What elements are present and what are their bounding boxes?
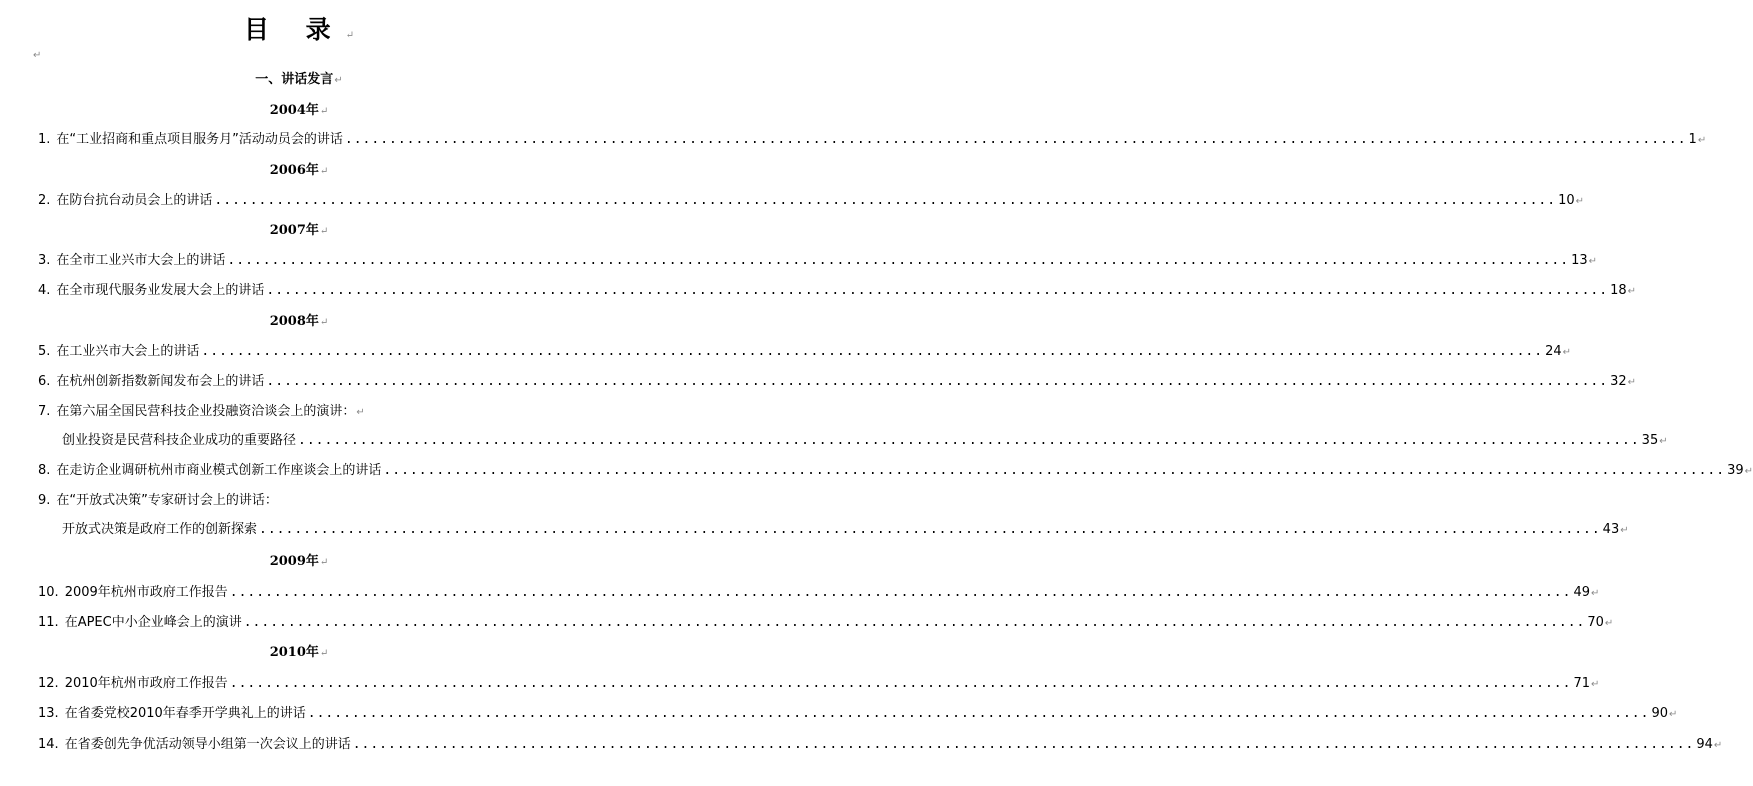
entry-page: 32: [1610, 374, 1627, 389]
paragraph-mark-icon: ↵: [1744, 466, 1753, 477]
entry-title: 在工业兴市大会上的讲话: [56, 344, 200, 359]
paragraph-mark-icon: ↵: [1575, 196, 1585, 207]
entry-subtitle: 创业投资是民营科技企业成功的重要路径: [62, 433, 297, 448]
toc-entry-2[interactable]: [38, 189, 1585, 209]
paragraph-mark-icon: ↵: [1590, 588, 1600, 599]
entry-page: 90: [1651, 706, 1668, 721]
toc-entry-14[interactable]: [38, 733, 1723, 753]
paragraph-mark-icon: ↵: [1713, 740, 1723, 751]
entry-page: 1: [1688, 132, 1697, 147]
entry-title: 在省委创先争优活动领导小组第一次会议上的讲话: [64, 737, 351, 752]
entry-page: 24: [1545, 344, 1562, 359]
entry-page: 10: [1558, 193, 1575, 208]
entry-title: 在全市现代服务业发展大会上的讲话: [56, 283, 265, 298]
toc-entry-5[interactable]: [38, 340, 1572, 360]
paragraph-mark-icon: ↵: [1668, 709, 1678, 720]
paragraph-mark-icon: ↵: [1627, 286, 1637, 297]
dot-leader: ........................................................................................................................................................: [214, 193, 1557, 208]
entry-page: 18: [1610, 283, 1627, 298]
paragraph-mark-icon: ↵: [1620, 525, 1629, 536]
toc-title: 目 录↵: [243, 15, 355, 44]
entry-title: 在省委党校2010年春季开学典礼上的讲话: [64, 706, 306, 721]
paragraph-mark-icon: ↵: [1627, 377, 1637, 388]
toc-entry-9[interactable]: [38, 489, 560, 509]
toc-entry-9-continuation[interactable]: [62, 518, 1629, 538]
dot-leader: ........................................................................................................................................................: [344, 132, 1687, 147]
paragraph-mark-icon: ↵: [33, 50, 42, 61]
year-heading-2004: 2004年↵: [269, 103, 329, 118]
toc-entry-10[interactable]: [38, 581, 1600, 601]
entry-number: 8.: [38, 463, 51, 478]
toc-entry-7-continuation[interactable]: [62, 429, 1668, 449]
paragraph-mark-icon: ↵: [1590, 679, 1600, 690]
dot-leader: ........................................................................................................................................................: [229, 676, 1572, 691]
paragraph-mark-icon: ↵: [1604, 618, 1614, 629]
toc-entry-6[interactable]: [38, 370, 1637, 390]
entry-number: 5.: [38, 344, 51, 359]
entry-number: 4.: [38, 283, 51, 298]
paragraph-mark-icon: ↵: [1659, 436, 1668, 447]
dot-leader: ........................................................................................................................................................: [266, 283, 1609, 298]
toc-entry-7[interactable]: [38, 400, 560, 420]
entry-number: 11.: [38, 615, 59, 630]
year-heading-2009: 2009年↵: [269, 554, 329, 569]
year-heading-2008: 2008年↵: [269, 314, 329, 329]
year-heading-2006: 2006年↵: [269, 163, 329, 178]
paragraph-mark-icon: ↵: [319, 557, 329, 568]
dot-leader: ........................................................................................................................................................: [229, 585, 1572, 600]
paragraph-mark-icon: ↵: [319, 166, 329, 177]
entry-page: 39: [1727, 463, 1744, 478]
entry-page: 94: [1696, 737, 1713, 752]
entry-number: 12.: [38, 676, 59, 691]
entry-title: 在APEC中小企业峰会上的演讲: [64, 615, 242, 630]
entry-subtitle: 开放式决策是政府工作的创新探索: [62, 522, 258, 537]
dot-leader: ........................................................................................................................................................: [243, 615, 1586, 630]
dot-leader: ........................................................................................................................................................: [352, 737, 1695, 752]
dot-leader: ........................................................................................................................................................: [259, 522, 1601, 537]
dot-leader: ........................................................................................................................................................: [266, 374, 1609, 389]
entry-number: 3.: [38, 253, 51, 268]
entry-number: 14.: [38, 737, 59, 752]
entry-title: 在“工业招商和重点项目服务月”活动动员会的讲话: [56, 132, 343, 147]
paragraph-mark-icon: ↵: [334, 75, 343, 86]
year-heading-2010: 2010年↵: [269, 645, 329, 660]
entry-number: 10.: [38, 585, 59, 600]
entry-number: 7.: [38, 404, 51, 419]
paragraph-mark-icon: ↵: [319, 317, 329, 328]
paragraph-mark-icon: ↵: [1588, 256, 1598, 267]
entry-title: 在全市工业兴市大会上的讲话: [56, 253, 226, 268]
entry-number: 2.: [38, 193, 51, 208]
paragraph-mark-icon: ↵: [1697, 135, 1707, 146]
dot-leader: ........................................................................................................................................................: [298, 433, 1640, 448]
entry-page: 13: [1571, 253, 1588, 268]
entry-page: 49: [1573, 585, 1590, 600]
toc-entry-12[interactable]: [38, 672, 1600, 692]
dot-leader: ........................................................................................................................................................: [201, 344, 1544, 359]
dot-leader: ........................................................................................................................................................: [383, 463, 1726, 478]
toc-entry-1[interactable]: [38, 128, 1707, 148]
entry-title: 2009年杭州市政府工作报告: [64, 585, 228, 600]
dot-leader: ........................................................................................................................................................: [307, 706, 1650, 721]
toc-entry-11[interactable]: [38, 611, 1614, 631]
entry-title: 在第六届全国民营科技企业投融资洽谈会上的演讲：: [56, 404, 356, 419]
toc-entry-8[interactable]: [38, 459, 1753, 479]
paragraph-mark-icon: ↵: [356, 407, 365, 418]
section-heading: 一、讲话发言↵: [255, 72, 343, 87]
entry-number: 9.: [38, 493, 51, 508]
entry-title: 在防台抗台动员会上的讲话: [56, 193, 213, 208]
paragraph-mark-icon: ↵: [319, 106, 329, 117]
year-heading-2007: 2007年↵: [269, 223, 329, 238]
paragraph-mark-icon: ↵: [345, 30, 355, 41]
toc-entry-13[interactable]: [38, 702, 1678, 722]
paragraph-mark-icon: ↵: [319, 648, 329, 659]
paragraph-mark-icon: ↵: [319, 226, 329, 237]
entry-page: 70: [1587, 615, 1604, 630]
toc-entry-4[interactable]: [38, 279, 1637, 299]
entry-title: 在杭州创新指数新闻发布会上的讲话: [56, 374, 265, 389]
entry-page: 35: [1641, 433, 1659, 448]
paragraph-mark-icon: ↵: [1562, 347, 1572, 358]
entry-page: 43: [1602, 522, 1620, 537]
entry-number: 1.: [38, 132, 51, 147]
entry-number: 6.: [38, 374, 51, 389]
entry-title: 在走访企业调研杭州市商业模式创新工作座谈会上的讲话: [56, 463, 382, 478]
entry-number: 13.: [38, 706, 59, 721]
dot-leader: ........................................................................................................................................................: [227, 253, 1570, 268]
entry-title: 在“开放式决策”专家研讨会上的讲话：: [56, 493, 278, 508]
entry-title: 2010年杭州市政府工作报告: [64, 676, 228, 691]
entry-page: 71: [1573, 676, 1590, 691]
toc-entry-3[interactable]: [38, 249, 1598, 269]
